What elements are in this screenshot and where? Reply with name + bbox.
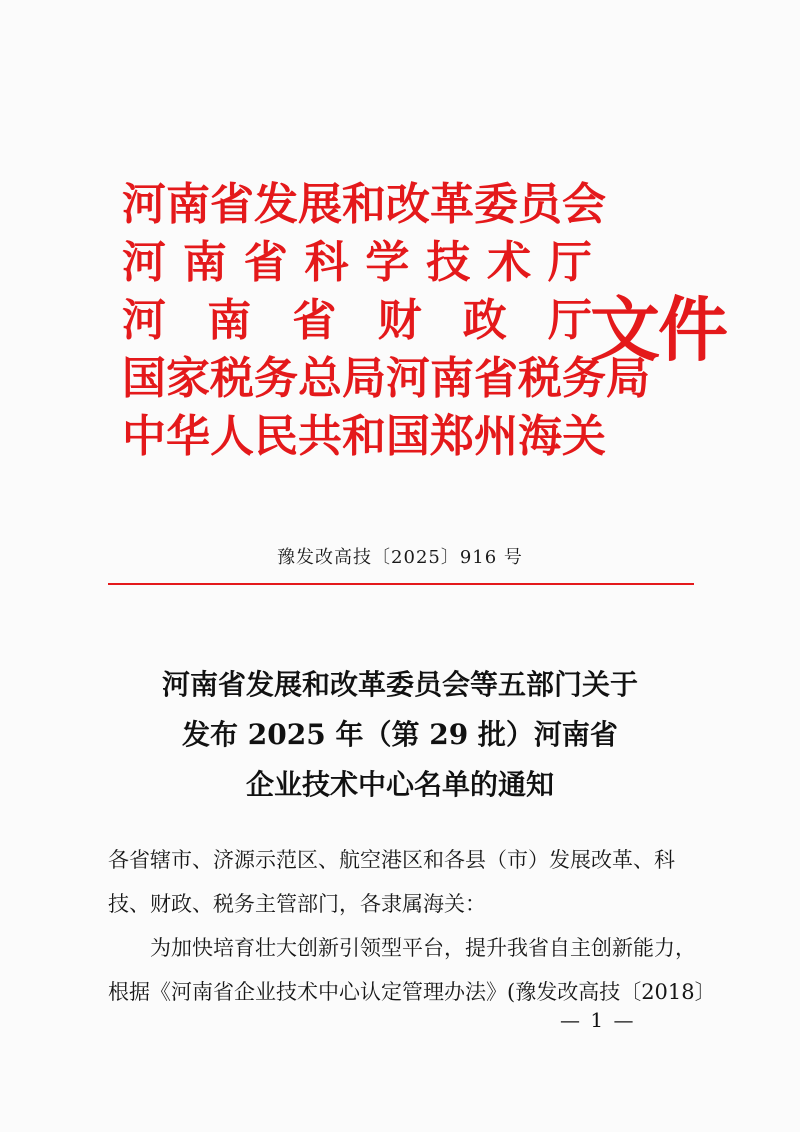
issuer-line-5: 中华人民共和国郑州海关 xyxy=(122,411,606,462)
issuer-char: 南 xyxy=(207,295,252,346)
page-number: — 1 — xyxy=(560,1008,636,1032)
document-title xyxy=(0,660,800,810)
issuer-char: 科 xyxy=(304,237,349,288)
issuer-line-3 xyxy=(122,292,592,350)
issuer-char: 技 xyxy=(426,237,471,288)
issuer-block xyxy=(122,176,650,466)
issuer-char: 政 xyxy=(462,295,507,346)
title-line-1: 河南省发展和改革委员会等五部门关于 xyxy=(161,668,638,701)
issuer-line-1: 河南省发展和改革委员会 xyxy=(122,179,606,230)
document-body xyxy=(108,838,716,1014)
red-divider-line xyxy=(108,583,694,585)
paragraph-line-2: 根据《河南省企业技术中心认定管理办法》(豫发改高技〔2018〕 xyxy=(108,980,716,1004)
issuer-char: 厅 xyxy=(547,295,592,346)
title-line-2: 发布 2025 年（第 29 批）河南省 xyxy=(182,718,618,751)
issuer-char: 财 xyxy=(377,295,422,346)
document-type-label: 文件 xyxy=(590,288,726,371)
issuer-char: 河 xyxy=(122,295,166,346)
issuer-line-4: 国家税务总局河南省税务局 xyxy=(122,353,650,404)
issuer-char: 南 xyxy=(182,237,227,288)
salutation-line-2: 技、财政、税务主管部门，各隶属海关： xyxy=(108,892,486,916)
issuer-char: 厅 xyxy=(547,237,592,288)
issuer-line-2 xyxy=(122,234,592,292)
title-line-3: 企业技术中心名单的通知 xyxy=(245,768,554,801)
issuer-char: 省 xyxy=(292,295,337,346)
issuer-char: 河 xyxy=(122,237,166,288)
salutation-line-1: 各省辖市、济源示范区、航空港区和各县（市）发展改革、科 xyxy=(108,848,675,872)
issuer-char: 学 xyxy=(365,237,410,288)
issuer-char: 术 xyxy=(487,237,532,288)
document-number: 豫发改高技〔2025〕916 号 xyxy=(277,547,523,568)
paragraph-line-1: 为加快培育壮大创新引领型平台，提升我省自主创新能力， xyxy=(150,936,696,960)
issuer-char: 省 xyxy=(243,237,288,288)
